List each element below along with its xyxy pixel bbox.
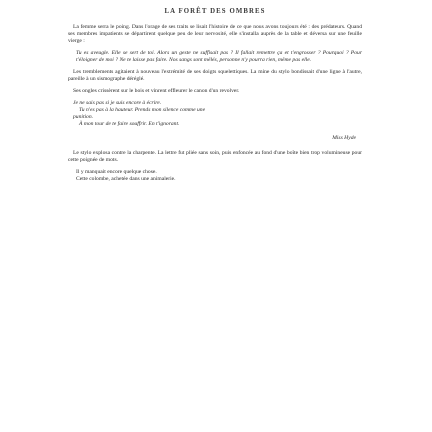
- paragraph-letter: Tu es aveugle. Elle se sert de toi. Alors un geste ne suffisait pas ? Il fallait remettre ça et t'engrosser ? Pourquoi ? Pour t'éloigner de moi ? Ne te laisse pas faire. Nos sangs sont mêlés, personne n'y pourra rien, même pas elle.: [76, 49, 362, 64]
- poem-line: À mon tour de te faire souffrir. En t'ignorant.: [79, 120, 180, 127]
- poem-line: Tu n'es pas à la hauteur. Prends mon silence comme une: [79, 106, 206, 113]
- signature: Miss Hyde: [332, 135, 356, 141]
- closing-line: Cette colombe, achetée dans une animalerie.: [76, 175, 176, 182]
- closing-block: [68, 169, 362, 183]
- running-header: LA FORÊT DES OMBRES: [164, 8, 266, 15]
- poem-block: [73, 100, 362, 128]
- closing-line: Il y manquait encore quelque chose.: [76, 168, 157, 175]
- paragraph-5: Le stylo explosa contre la charpente. La lettre fut pliée sans soin, puis enfoncée au fond d'une boîte bien trop volumineuse pour cette poignée de mots.: [68, 150, 362, 164]
- paragraph-4: Ses ongles crissèrent sur le bois et vinrent effleurer le canon d'un revolver.: [73, 87, 240, 94]
- poem-line: Je ne sais pas si je suis encore à écrire.: [73, 99, 162, 106]
- poem-line: punition.: [73, 113, 94, 120]
- paragraph-1: La femme serra le poing. Dans l'orage de ses traits se lisait l'histoire de ce que nous avons toujours été : des prédateurs. Quand ses membres impatients se départirent quelque peu de leur nervosité, elle s'installa auprès de la table et déversa sur une feuille vierge :: [68, 24, 362, 45]
- paragraph-3: Les tremblements agitaient à nouveau l'extrémité de ses doigts squelettiques. La mine du stylo bondissait d'une ligne à l'autre, pareille à un sismographe déréglé.: [68, 68, 362, 82]
